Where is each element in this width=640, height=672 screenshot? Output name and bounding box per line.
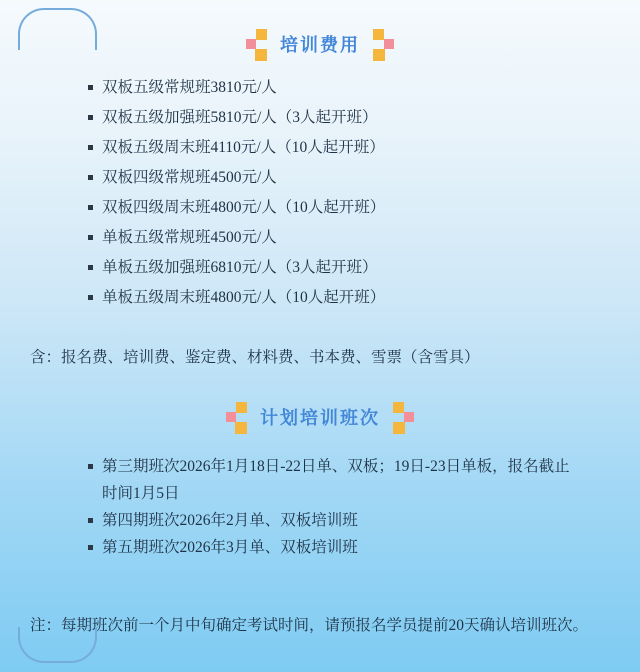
square-bullet-icon <box>88 175 93 180</box>
schedule-list <box>0 453 640 561</box>
rounded-bracket-bottom-icon <box>18 627 97 663</box>
list-item <box>88 287 620 308</box>
squares-decor-left-icon <box>226 402 247 433</box>
list-item <box>88 534 620 561</box>
square-bullet-icon <box>88 295 93 300</box>
list-item <box>88 167 620 188</box>
fee-item-text: 双板五级周末班4110元/人（10人起开班） <box>102 139 385 156</box>
square-bullet-icon <box>88 145 93 150</box>
square-bullet-icon <box>88 205 93 210</box>
section-header-schedule <box>0 401 640 433</box>
list-item <box>88 453 620 507</box>
schedule-item-text: 第三期班次2026年1月18日-22日单、双板；19日-23日单板，报名截止时间1月5日 <box>102 458 570 502</box>
fee-item-text: 双板四级周末班4800元/人（10人起开班） <box>102 199 386 216</box>
schedule-item-text: 第四期班次2026年2月单、双板培训班 <box>102 512 358 529</box>
list-item <box>88 197 620 218</box>
section-title-fees: 培训费用 <box>280 35 360 55</box>
list-item <box>88 107 620 128</box>
squares-decor-left-icon <box>246 29 267 60</box>
square-bullet-icon <box>88 265 93 270</box>
square-bullet-icon <box>88 518 93 523</box>
list-item <box>88 507 620 534</box>
section-title-schedule: 计划培训班次 <box>260 408 380 428</box>
fee-item-text: 单板五级加强班6810元/人（3人起开班） <box>102 259 378 276</box>
fee-list <box>0 77 640 308</box>
square-bullet-icon <box>88 115 93 120</box>
fee-item-text: 单板五级周末班4800元/人（10人起开班） <box>102 289 386 306</box>
fees-included-note: 含：报名费、培训费、鉴定费、材料费、书本费、雪票（含雪具） <box>30 349 480 366</box>
fee-item-text: 双板四级常规班4500元/人 <box>102 169 277 186</box>
list-item <box>88 257 620 278</box>
schedule-item-text: 第五期班次2026年3月单、双板培训班 <box>102 539 358 556</box>
fee-item-text: 单板五级常规班4500元/人 <box>102 229 277 246</box>
square-bullet-icon <box>88 235 93 240</box>
confirmation-note: 注：每期班次前一个月中旬确定考试时间，请预报名学员提前20天确认培训班次。 <box>30 617 589 634</box>
squares-decor-right-icon <box>393 402 414 433</box>
rounded-bracket-top-icon <box>18 8 97 50</box>
square-bullet-icon <box>88 545 93 550</box>
list-item <box>88 137 620 158</box>
squares-decor-right-icon <box>373 29 394 60</box>
list-item <box>88 77 620 98</box>
fee-item-text: 双板五级常规班3810元/人 <box>102 79 277 96</box>
fee-item-text: 双板五级加强班5810元/人（3人起开班） <box>102 109 378 126</box>
square-bullet-icon <box>88 464 93 469</box>
list-item <box>88 227 620 248</box>
square-bullet-icon <box>88 85 93 90</box>
